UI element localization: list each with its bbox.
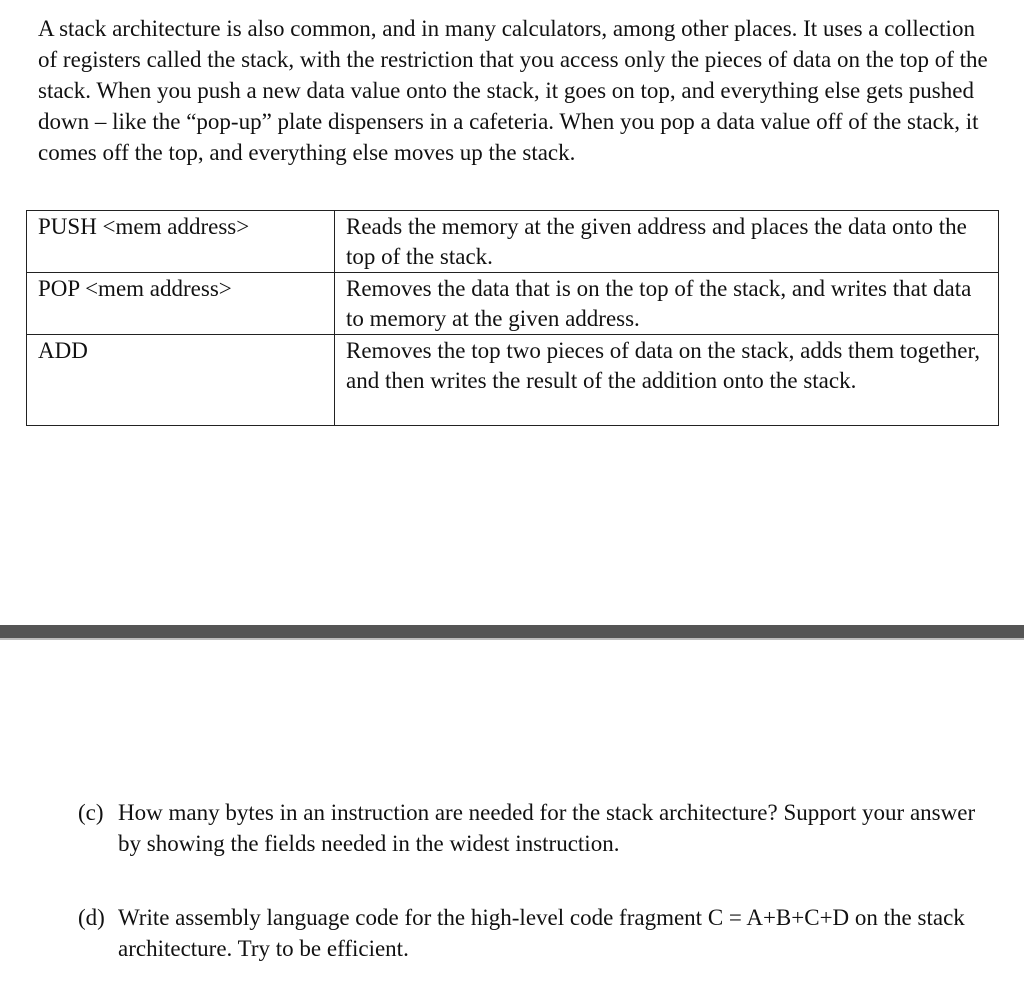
- question-text: How many bytes in an instruction are needed for the stack architecture? Support your answer by showing the fields needed in the widest instruction.: [118, 800, 976, 856]
- table-row: [27, 211, 999, 273]
- page-divider: [0, 625, 1024, 638]
- instruction-cell: ADD: [27, 335, 335, 426]
- instruction-cell: POP <mem address>: [27, 273, 335, 335]
- intro-paragraph: A stack architecture is also common, and in many calculators, among other places. It uses a collection of registers called the stack, with the restriction that you access only the pieces of data on the top of the stack. When you push a new data value onto the stack, it goes on top, and everything else gets pushed down – like the “pop-up” plate dispensers in a cafeteria. When you pop a data value off of the stack, it comes off the top, and everything else moves up the stack.: [38, 16, 988, 165]
- description-cell: Reads the memory at the given address and places the data onto the top of the stack.: [335, 211, 999, 273]
- question-c: [78, 797, 978, 859]
- description-cell: Removes the top two pieces of data on the stack, adds them together, and then writes the result of the addition onto the stack.: [335, 335, 999, 426]
- question-text: Write assembly language code for the high-level code fragment C = A+B+C+D on the stack architecture. Try to be efficient.: [118, 905, 965, 961]
- instruction-cell: PUSH <mem address>: [27, 211, 335, 273]
- question-label: (d): [78, 905, 105, 930]
- instruction-table: [26, 210, 999, 426]
- table-row: [27, 273, 999, 335]
- question-d: [78, 902, 978, 964]
- table-row: [27, 335, 999, 426]
- description-cell: Removes the data that is on the top of the stack, and writes that data to memory at the given address.: [335, 273, 999, 335]
- question-label: (c): [78, 800, 104, 825]
